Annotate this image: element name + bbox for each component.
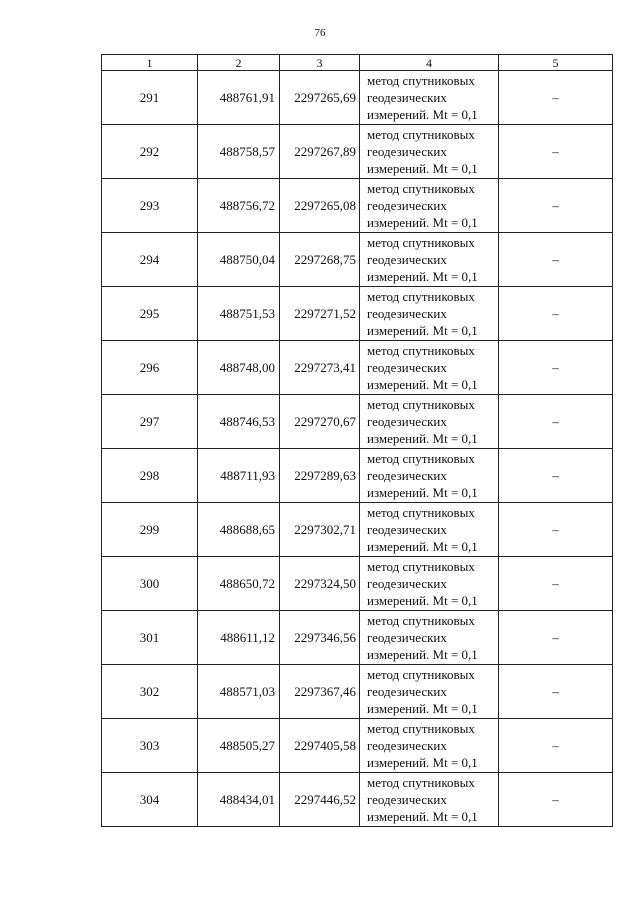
method-line: геодезических: [367, 306, 447, 321]
table-row: [102, 179, 613, 233]
method-line: измерений. Mt = 0,1: [367, 107, 478, 122]
coordinate-y: 2297289,63: [280, 449, 360, 503]
method-description: [360, 611, 499, 665]
coordinate-y: 2297446,52: [280, 773, 360, 827]
point-number: 304: [102, 773, 198, 827]
method-line: метод спутниковых: [367, 775, 475, 790]
empty-dash: –: [499, 395, 613, 449]
method-line: метод спутниковых: [367, 667, 475, 682]
method-line: геодезических: [367, 522, 447, 537]
method-line: измерений. Mt = 0,1: [367, 215, 478, 230]
method-line: геодезических: [367, 198, 447, 213]
header-col-5: 5: [499, 55, 613, 71]
empty-dash: –: [499, 233, 613, 287]
method-line: измерений. Mt = 0,1: [367, 485, 478, 500]
method-line: метод спутниковых: [367, 613, 475, 628]
coordinate-x: 488434,01: [198, 773, 280, 827]
table-row: [102, 233, 613, 287]
method-line: метод спутниковых: [367, 127, 475, 142]
method-line: измерений. Mt = 0,1: [367, 323, 478, 338]
empty-dash: –: [499, 557, 613, 611]
coordinate-x: 488650,72: [198, 557, 280, 611]
method-line: измерений. Mt = 0,1: [367, 647, 478, 662]
point-number: 299: [102, 503, 198, 557]
method-line: измерений. Mt = 0,1: [367, 377, 478, 392]
coordinate-y: 2297324,50: [280, 557, 360, 611]
method-description: [360, 395, 499, 449]
coordinate-x: 488748,00: [198, 341, 280, 395]
method-description: [360, 71, 499, 125]
table-row: [102, 611, 613, 665]
method-line: метод спутниковых: [367, 397, 475, 412]
method-line: измерений. Mt = 0,1: [367, 593, 478, 608]
method-line: геодезических: [367, 144, 447, 159]
method-description: [360, 503, 499, 557]
point-number: 301: [102, 611, 198, 665]
coordinate-y: 2297302,71: [280, 503, 360, 557]
method-line: измерений. Mt = 0,1: [367, 809, 478, 824]
table-header-row: [102, 55, 613, 71]
table-row: [102, 719, 613, 773]
table-row: [102, 71, 613, 125]
empty-dash: –: [499, 773, 613, 827]
coordinate-x: 488756,72: [198, 179, 280, 233]
coordinate-x: 488688,65: [198, 503, 280, 557]
point-number: 291: [102, 71, 198, 125]
method-line: геодезических: [367, 252, 447, 267]
header-col-3: 3: [280, 55, 360, 71]
method-line: метод спутниковых: [367, 451, 475, 466]
coordinate-x: 488571,03: [198, 665, 280, 719]
table-row: [102, 449, 613, 503]
table-row: [102, 287, 613, 341]
method-line: геодезических: [367, 576, 447, 591]
point-number: 300: [102, 557, 198, 611]
page-number: 76: [314, 27, 326, 39]
coordinate-y: 2297273,41: [280, 341, 360, 395]
method-line: метод спутниковых: [367, 235, 475, 250]
empty-dash: –: [499, 449, 613, 503]
empty-dash: –: [499, 341, 613, 395]
point-number: 293: [102, 179, 198, 233]
method-line: метод спутниковых: [367, 505, 475, 520]
coordinate-x: 488505,27: [198, 719, 280, 773]
method-line: измерений. Mt = 0,1: [367, 701, 478, 716]
method-description: [360, 773, 499, 827]
point-number: 303: [102, 719, 198, 773]
empty-dash: –: [499, 665, 613, 719]
point-number: 298: [102, 449, 198, 503]
coordinate-y: 2297405,58: [280, 719, 360, 773]
header-col-2: 2: [198, 55, 280, 71]
method-line: измерений. Mt = 0,1: [367, 431, 478, 446]
empty-dash: –: [499, 611, 613, 665]
header-col-4: 4: [360, 55, 499, 71]
point-number: 297: [102, 395, 198, 449]
method-line: метод спутниковых: [367, 181, 475, 196]
coordinate-x: 488746,53: [198, 395, 280, 449]
method-line: измерений. Mt = 0,1: [367, 161, 478, 176]
table-row: [102, 557, 613, 611]
point-number: 292: [102, 125, 198, 179]
coordinate-x: 488758,57: [198, 125, 280, 179]
method-description: [360, 341, 499, 395]
method-description: [360, 719, 499, 773]
point-number: 302: [102, 665, 198, 719]
coordinate-y: 2297270,67: [280, 395, 360, 449]
method-line: метод спутниковых: [367, 289, 475, 304]
coordinate-y: 2297267,89: [280, 125, 360, 179]
method-line: геодезических: [367, 360, 447, 375]
empty-dash: –: [499, 71, 613, 125]
coordinate-x: 488761,91: [198, 71, 280, 125]
method-description: [360, 233, 499, 287]
method-line: геодезических: [367, 738, 447, 753]
point-number: 296: [102, 341, 198, 395]
method-description: [360, 665, 499, 719]
method-line: измерений. Mt = 0,1: [367, 539, 478, 554]
table-row: [102, 125, 613, 179]
coordinate-y: 2297367,46: [280, 665, 360, 719]
method-line: геодезических: [367, 792, 447, 807]
method-line: геодезических: [367, 414, 447, 429]
header-col-1: 1: [102, 55, 198, 71]
empty-dash: –: [499, 503, 613, 557]
method-line: геодезических: [367, 630, 447, 645]
method-line: геодезических: [367, 468, 447, 483]
coordinate-x: 488751,53: [198, 287, 280, 341]
coordinate-y: 2297265,69: [280, 71, 360, 125]
empty-dash: –: [499, 179, 613, 233]
table-row: [102, 665, 613, 719]
coordinates-table: [101, 54, 613, 827]
point-number: 294: [102, 233, 198, 287]
table-row: [102, 341, 613, 395]
coordinate-x: 488711,93: [198, 449, 280, 503]
table-body: [102, 71, 613, 827]
empty-dash: –: [499, 719, 613, 773]
coordinate-y: 2297268,75: [280, 233, 360, 287]
method-line: измерений. Mt = 0,1: [367, 269, 478, 284]
method-line: геодезических: [367, 684, 447, 699]
method-description: [360, 125, 499, 179]
method-description: [360, 557, 499, 611]
method-description: [360, 449, 499, 503]
point-number: 295: [102, 287, 198, 341]
method-description: [360, 287, 499, 341]
empty-dash: –: [499, 287, 613, 341]
method-description: [360, 179, 499, 233]
coordinate-x: 488750,04: [198, 233, 280, 287]
coordinate-x: 488611,12: [198, 611, 280, 665]
table-row: [102, 773, 613, 827]
table-row: [102, 395, 613, 449]
method-line: измерений. Mt = 0,1: [367, 755, 478, 770]
coordinate-y: 2297346,56: [280, 611, 360, 665]
method-line: метод спутниковых: [367, 559, 475, 574]
method-line: метод спутниковых: [367, 721, 475, 736]
coordinate-y: 2297271,52: [280, 287, 360, 341]
empty-dash: –: [499, 125, 613, 179]
table-row: [102, 503, 613, 557]
method-line: метод спутниковых: [367, 343, 475, 358]
method-line: метод спутниковых: [367, 73, 475, 88]
method-line: геодезических: [367, 90, 447, 105]
coordinate-y: 2297265,08: [280, 179, 360, 233]
